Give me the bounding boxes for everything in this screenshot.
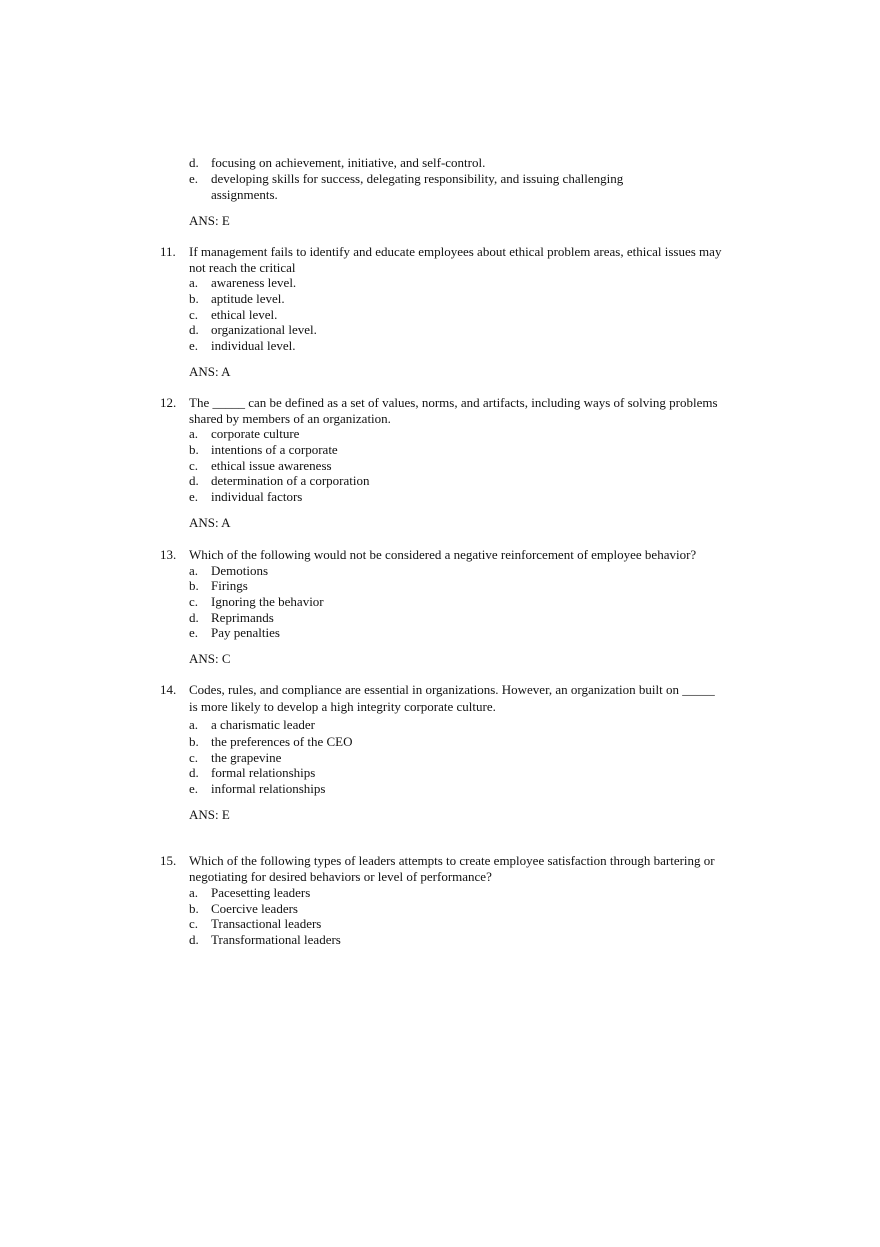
option-text: Transformational leaders (211, 932, 341, 947)
option-letter: a. (189, 275, 199, 290)
option-text: Demotions (211, 563, 269, 578)
option-letter: b. (189, 578, 199, 593)
option-letter: c. (189, 594, 199, 609)
option-letter: d. (189, 322, 199, 337)
answer-key: ANS: E (189, 213, 230, 228)
question-number: 15. (160, 853, 177, 868)
option-letter: b. (189, 901, 199, 916)
answer-key: ANS: A (189, 515, 231, 530)
option-text: the preferences of the CEO (211, 734, 353, 749)
option-letter: d. (189, 155, 199, 170)
question-number: 13. (160, 547, 177, 562)
option-text: Coercive leaders (211, 901, 298, 916)
answer-key: ANS: C (189, 651, 231, 666)
option-text: ethical issue awareness (211, 458, 332, 473)
option-letter: d. (189, 610, 199, 625)
question-number: 12. (160, 395, 177, 410)
option-letter: a. (189, 717, 199, 732)
option-letter: d. (189, 932, 199, 947)
option-letter: a. (189, 563, 199, 578)
option-text: determination of a corporation (211, 473, 370, 488)
option-text: organizational level. (211, 322, 317, 337)
question-stem-line: Which of the following would not be considered a negative reinforcement of employee behavior? (189, 547, 697, 562)
question-stem-line: is more likely to develop a high integrity corporate culture. (189, 699, 496, 714)
option-letter: e. (189, 171, 199, 186)
option-letter: e. (189, 625, 199, 640)
option-text: intentions of a corporate (211, 442, 338, 457)
option-text: ethical level. (211, 307, 278, 322)
option-letter: e. (189, 489, 199, 504)
option-text: informal relationships (211, 781, 326, 796)
option-text: Pay penalties (211, 625, 280, 640)
question-stem-line: If management fails to identify and educate employees about ethical problem areas, ethical issues may (189, 244, 722, 259)
option-letter: d. (189, 473, 199, 488)
option-letter: c. (189, 916, 199, 931)
option-text: Transactional leaders (211, 916, 322, 931)
option-text: awareness level. (211, 275, 297, 290)
option-text: aptitude level. (211, 291, 285, 306)
answer-key: ANS: E (189, 807, 230, 822)
option-letter: c. (189, 750, 199, 765)
option-letter: e. (189, 338, 199, 353)
question-stem-line: Codes, rules, and compliance are essential in organizations. However, an organization built on _____ (189, 682, 715, 697)
option-text: Pacesetting leaders (211, 885, 311, 900)
option-text: Firings (211, 578, 248, 593)
option-letter: c. (189, 458, 199, 473)
option-text: formal relationships (211, 765, 316, 780)
option-text: Ignoring the behavior (211, 594, 324, 609)
question-stem-line: not reach the critical (189, 260, 296, 275)
option-letter: c. (189, 307, 199, 322)
question-number: 11. (160, 244, 176, 259)
option-text: Reprimands (211, 610, 274, 625)
option-text: developing skills for success, delegating responsibility, and issuing challenging (211, 171, 624, 186)
option-letter: a. (189, 426, 199, 441)
option-letter: a. (189, 885, 199, 900)
option-text-continuation: assignments. (211, 187, 278, 202)
answer-key: ANS: A (189, 364, 231, 379)
question-stem-line: The _____ can be defined as a set of values, norms, and artifacts, including ways of solving problems (189, 395, 718, 410)
question-number: 14. (160, 682, 177, 697)
option-text: individual level. (211, 338, 296, 353)
question-stem-line: shared by members of an organization. (189, 411, 391, 426)
option-letter: e. (189, 781, 199, 796)
option-letter: b. (189, 291, 199, 306)
option-text: a charismatic leader (211, 717, 315, 732)
option-text: individual factors (211, 489, 303, 504)
option-text: corporate culture (211, 426, 300, 441)
option-text: focusing on achievement, initiative, and self-control. (211, 155, 486, 170)
option-letter: d. (189, 765, 199, 780)
question-stem-line: negotiating for desired behaviors or level of performance? (189, 869, 492, 884)
option-letter: b. (189, 734, 199, 749)
option-letter: b. (189, 442, 199, 457)
question-stem-line: Which of the following types of leaders attempts to create employee satisfaction through bartering or (189, 853, 715, 868)
option-text: the grapevine (211, 750, 282, 765)
